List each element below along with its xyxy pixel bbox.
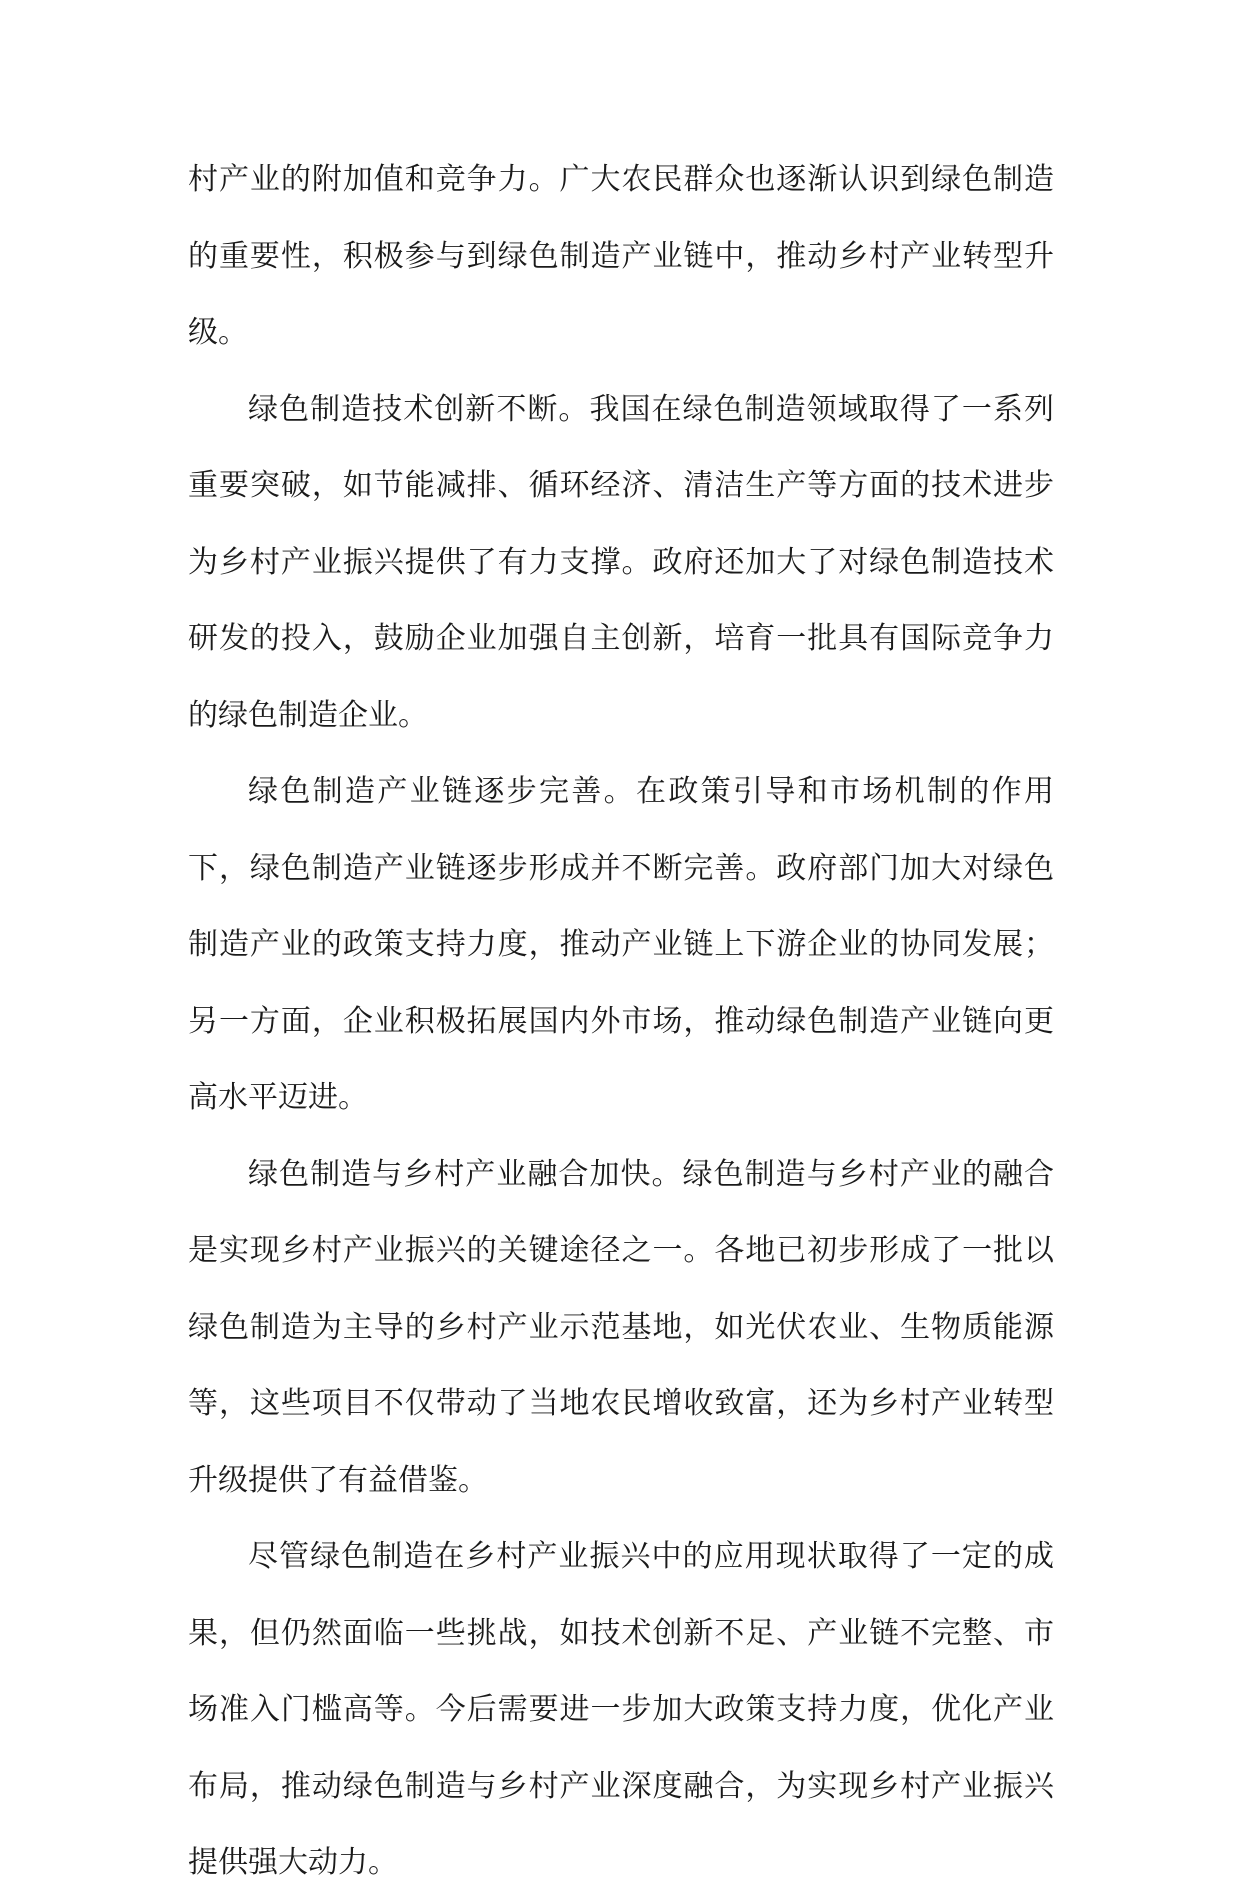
- paragraph-challenges: 尽管绿色制造在乡村产业振兴中的应用现状取得了一定的成果，但仍然面临一些挑战，如技术创新不足、产业链不完整、市场准入门槛高等。今后需要进一步加大政策支持力度，优化产业布局，推动绿色制造与乡村产业深度融合，为实现乡村产业振兴提供强大动力。: [188, 1539, 1054, 1880]
- paragraph-integration: 绿色制造与乡村产业融合加快。绿色制造与乡村产业的融合是实现乡村产业振兴的关键途径之一。各地已初步形成了一批以绿色制造为主导的乡村产业示范基地，如光伏农业、生物质能源等，这些项目不仅带动了当地农民增收致富，还为乡村产业转型升级提供了有益借鉴。: [188, 1156, 1054, 1498]
- paragraph-industry-chain: 绿色制造产业链逐步完善。在政策引导和市场机制的作用下，绿色制造产业链逐步形成并不断完善。政府部门加大对绿色制造产业的政策支持力度，推动产业链上下游企业的协同发展；另一方面，企业积极拓展国内外市场，推动绿色制造产业链向更高水平迈进。: [188, 774, 1054, 1115]
- paragraph-continuation: 村产业的附加值和竞争力。广大农民群众也逐渐认识到绿色制造的重要性，积极参与到绿色制造产业链中，推动乡村产业转型升级。: [188, 162, 1054, 350]
- paragraph-tech-innovation: 绿色制造技术创新不断。我国在绿色制造领域取得了一系列重要突破，如节能减排、循环经济、清洁生产等方面的技术进步为乡村产业振兴提供了有力支撑。政府还加大了对绿色制造技术研发的投入，鼓励企业加强自主创新，培育一批具有国际竞争力的绿色制造企业。: [188, 391, 1054, 733]
- document-body: [188, 142, 1054, 1902]
